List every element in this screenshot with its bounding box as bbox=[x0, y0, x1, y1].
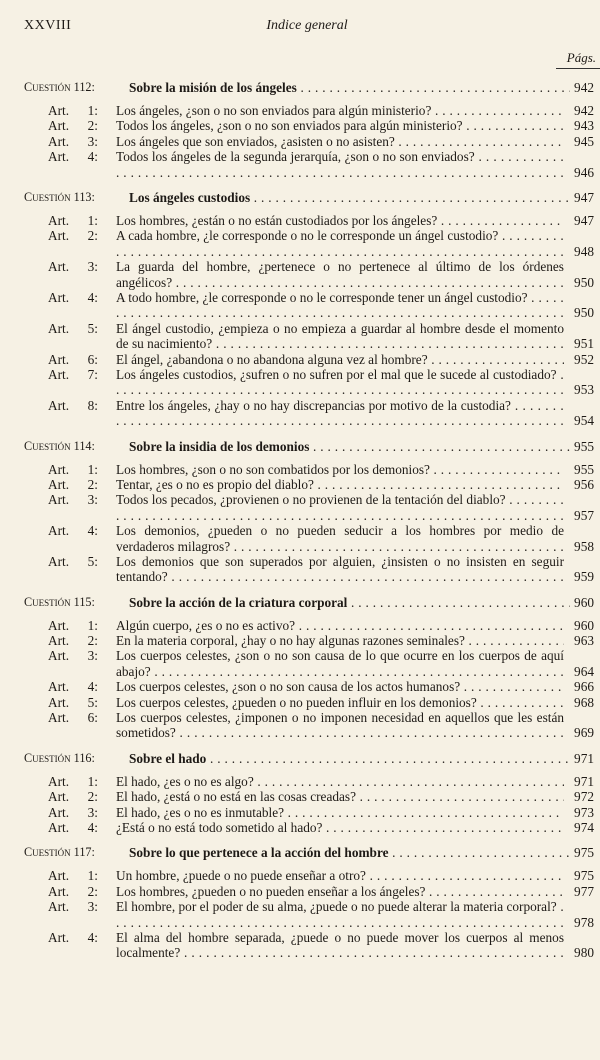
article-text bbox=[116, 477, 564, 492]
article-number: 3: bbox=[87, 492, 98, 508]
article-label: Art. bbox=[48, 289, 70, 305]
question-label: Cuestión 114: bbox=[24, 438, 95, 453]
article-entry bbox=[24, 523, 594, 554]
question-page: 947 bbox=[570, 190, 594, 205]
article-label: Art. bbox=[48, 633, 70, 649]
question-label: Cuestión 115: bbox=[24, 594, 95, 609]
article-text bbox=[116, 695, 564, 710]
article-label: Art. bbox=[48, 103, 70, 118]
article-number: 3: bbox=[87, 648, 98, 664]
article-question: Un hombre, ¿puede o no puede enseñar a otro? . . . bbox=[116, 868, 564, 883]
article-entry bbox=[24, 633, 594, 648]
article-label: Art. bbox=[48, 553, 70, 569]
article-entry bbox=[24, 259, 594, 290]
article-entry bbox=[24, 228, 594, 259]
question-label: Cuestión 117: bbox=[24, 845, 95, 860]
article-entry bbox=[24, 648, 594, 679]
page-number: XXVIII bbox=[24, 18, 72, 33]
article-number: 2: bbox=[87, 633, 98, 649]
article-label: Art. bbox=[48, 648, 70, 664]
article-question: El ángel custodio, ¿empieza o no empieza a guardar al hombre desde el momento de su nacimiento? . . . bbox=[116, 321, 564, 352]
article-text bbox=[116, 290, 564, 321]
article-text bbox=[116, 820, 564, 835]
article-text bbox=[116, 523, 564, 554]
article-label: Art. bbox=[48, 679, 70, 695]
article-page: 969 bbox=[574, 725, 594, 741]
article-question: Los hombres, ¿están o no están custodiados por los ángeles? . . . bbox=[116, 213, 564, 228]
article-question: El hado, ¿es o no es inmutable? . . . bbox=[116, 805, 564, 820]
article-entry bbox=[24, 477, 594, 492]
article-number: 2: bbox=[87, 118, 98, 134]
question-title: Sobre la acción de la criatura corporal . . . bbox=[129, 595, 594, 610]
question-heading bbox=[24, 439, 594, 455]
question-label: Cuestión 112: bbox=[24, 80, 95, 94]
article-number: 1: bbox=[87, 868, 98, 884]
article-number: 1: bbox=[87, 461, 98, 477]
article-question: Entre los ángeles, ¿hay o no hay discrepancias por motivo de la custodia? . . . bbox=[116, 398, 564, 429]
article-text bbox=[116, 679, 564, 694]
article-label: Art. bbox=[48, 883, 70, 899]
article-entry bbox=[24, 618, 594, 633]
article-label: Art. bbox=[48, 694, 70, 710]
article-page: 968 bbox=[574, 694, 594, 710]
article-label: Art. bbox=[48, 320, 70, 336]
article-text bbox=[116, 118, 564, 133]
article-text bbox=[116, 367, 564, 398]
article-page: 958 bbox=[574, 538, 594, 554]
article-label: Art. bbox=[48, 461, 70, 477]
article-number: 4: bbox=[87, 289, 98, 305]
article-page: 942 bbox=[574, 102, 594, 118]
article-entry bbox=[24, 118, 594, 133]
article-question: La guarda del hombre, ¿pertenece o no pertenece al último de los órdenes angélicos? . . . bbox=[116, 259, 564, 290]
article-label: Art. bbox=[48, 899, 70, 915]
article-number: 3: bbox=[87, 259, 98, 275]
article-label: Art. bbox=[48, 259, 70, 275]
article-label: Art. bbox=[48, 212, 70, 228]
article-entry bbox=[24, 290, 594, 321]
article-entry bbox=[24, 103, 594, 118]
article-text bbox=[116, 554, 564, 585]
article-question: Todos los pecados, ¿provienen o no provienen de la tentación del diablo? . . . bbox=[116, 492, 564, 523]
question-heading bbox=[24, 595, 594, 611]
article-label: Art. bbox=[48, 617, 70, 633]
question-heading bbox=[24, 80, 594, 96]
article-number: 4: bbox=[87, 820, 98, 836]
article-text bbox=[116, 398, 564, 429]
article-label: Art. bbox=[48, 397, 70, 413]
question-title: Sobre la misión de los ángeles . . . bbox=[129, 80, 594, 95]
article-label: Art. bbox=[48, 118, 70, 134]
article-question: Algún cuerpo, ¿es o no es activo? . . . bbox=[116, 618, 564, 633]
article-label: Art. bbox=[48, 366, 70, 382]
article-text bbox=[116, 648, 564, 679]
article-text bbox=[116, 462, 564, 477]
article-label: Art. bbox=[48, 804, 70, 820]
article-page: 948 bbox=[574, 243, 594, 259]
article-page: 975 bbox=[574, 868, 594, 884]
article-page: 960 bbox=[574, 617, 594, 633]
article-label: Art. bbox=[48, 476, 70, 492]
article-page: 972 bbox=[574, 789, 594, 805]
article-text bbox=[116, 259, 564, 290]
article-entry bbox=[24, 134, 594, 149]
article-entry bbox=[24, 774, 594, 789]
header-rule bbox=[556, 68, 600, 69]
article-label: Art. bbox=[48, 149, 70, 165]
question-page: 955 bbox=[570, 439, 594, 454]
article-number: 4: bbox=[87, 930, 98, 945]
article-question: Todos los ángeles, ¿son o no son enviados para algún ministerio? . . . bbox=[116, 118, 564, 133]
article-text bbox=[116, 352, 564, 367]
article-question: El hombre, por el poder de su alma, ¿puede o no puede alterar la materia corporal? . . . bbox=[116, 899, 564, 930]
article-question: El ángel, ¿abandona o no abandona alguna vez al hombre? . . . bbox=[116, 352, 564, 367]
article-number: 1: bbox=[87, 773, 98, 789]
article-entry bbox=[24, 462, 594, 477]
article-number: 5: bbox=[87, 320, 98, 336]
article-question: Los demonios, ¿pueden o no pueden seducir a los hombres por medio de verdaderos milagros? . . . bbox=[116, 523, 564, 554]
article-page: 950 bbox=[574, 305, 594, 321]
article-page: 954 bbox=[574, 413, 594, 429]
article-page: 952 bbox=[574, 351, 594, 367]
article-number: 2: bbox=[87, 228, 98, 244]
page-header bbox=[24, 18, 590, 38]
article-text bbox=[116, 134, 564, 149]
article-text bbox=[116, 868, 564, 883]
article-number: 6: bbox=[87, 351, 98, 367]
article-page: 945 bbox=[574, 133, 594, 149]
article-number: 5: bbox=[87, 694, 98, 710]
article-page: 959 bbox=[574, 569, 594, 585]
question-page: 975 bbox=[570, 845, 594, 860]
article-label: Art. bbox=[48, 789, 70, 805]
question-title: Sobre la insidia de los demonios . . . bbox=[129, 439, 594, 454]
article-label: Art. bbox=[48, 710, 70, 726]
article-question: ¿Está o no está todo sometido al hado? . . . bbox=[116, 820, 564, 835]
article-question: Tentar, ¿es o no es propio del diablo? . . . bbox=[116, 477, 564, 492]
article-entry bbox=[24, 149, 594, 180]
article-text bbox=[116, 805, 564, 820]
article-entry bbox=[24, 805, 594, 820]
article-page: 943 bbox=[574, 118, 594, 134]
article-number: 1: bbox=[87, 617, 98, 633]
question-heading bbox=[24, 845, 594, 861]
article-number: 4: bbox=[87, 149, 98, 165]
article-entry bbox=[24, 213, 594, 228]
article-question: Los ángeles custodios, ¿sufren o no sufren por el mal que le sucede al custodiado? . . . bbox=[116, 367, 564, 398]
article-entry bbox=[24, 367, 594, 398]
article-entry bbox=[24, 554, 594, 585]
article-text bbox=[116, 633, 564, 648]
article-question: En la materia corporal, ¿hay o no hay algunas razones seminales? . . . bbox=[116, 633, 564, 648]
article-number: 6: bbox=[87, 710, 98, 726]
article-question: A cada hombre, ¿le corresponde o no le corresponde un ángel custodio? . . . bbox=[116, 228, 564, 259]
article-text bbox=[116, 103, 564, 118]
article-page: 964 bbox=[574, 663, 594, 679]
article-entry bbox=[24, 899, 594, 930]
article-page: 963 bbox=[574, 633, 594, 649]
question-label: Cuestión 116: bbox=[24, 750, 95, 765]
article-question: El hado, ¿es o no es algo? . . . bbox=[116, 774, 564, 789]
article-label: Art. bbox=[48, 930, 70, 945]
article-text bbox=[116, 710, 564, 741]
article-label: Art. bbox=[48, 773, 70, 789]
article-text bbox=[116, 899, 564, 930]
article-page: 980 bbox=[574, 945, 594, 961]
article-label: Art. bbox=[48, 523, 70, 539]
article-label: Art. bbox=[48, 868, 70, 884]
article-question: Los cuerpos celestes, ¿imponen o no imponen necesidad en aquellos que les están sometidos? . . . bbox=[116, 710, 564, 741]
article-entry bbox=[24, 710, 594, 741]
article-page: 971 bbox=[574, 773, 594, 789]
question-page: 942 bbox=[570, 80, 594, 95]
article-label: Art. bbox=[48, 492, 70, 508]
article-entry bbox=[24, 884, 594, 899]
article-text bbox=[116, 618, 564, 633]
article-question: Los hombres, ¿pueden o no pueden enseñar a los ángeles? . . . bbox=[116, 884, 564, 899]
article-page: 946 bbox=[574, 164, 594, 180]
article-page: 977 bbox=[574, 883, 594, 899]
article-text bbox=[116, 774, 564, 789]
article-page: 973 bbox=[574, 804, 594, 820]
article-page: 951 bbox=[574, 336, 594, 352]
article-entry bbox=[24, 868, 594, 883]
question-heading bbox=[24, 190, 594, 206]
article-text bbox=[116, 930, 564, 961]
article-question: El hado, ¿está o no está en las cosas creadas? . . . bbox=[116, 789, 564, 804]
article-label: Art. bbox=[48, 228, 70, 244]
article-number: 7: bbox=[87, 366, 98, 382]
article-text bbox=[116, 321, 564, 352]
article-entry bbox=[24, 321, 594, 352]
question-title: Sobre lo que pertenece a la acción del hombre . . . bbox=[129, 845, 594, 860]
article-question: Los cuerpos celestes, ¿pueden o no pueden influir en los demonios? . . . bbox=[116, 695, 564, 710]
article-page: 974 bbox=[574, 820, 594, 836]
article-label: Art. bbox=[48, 351, 70, 367]
question-title: Los ángeles custodios . . . bbox=[129, 190, 594, 205]
article-question: Los demonios que son superados por alguien, ¿insisten o no insisten en seguir tentando? . . . bbox=[116, 554, 564, 585]
article-label: Art. bbox=[48, 133, 70, 149]
article-question: Los hombres, ¿son o no son combatidos por los demonios? . . . bbox=[116, 462, 564, 477]
article-number: 3: bbox=[87, 899, 98, 915]
article-page: 950 bbox=[574, 274, 594, 290]
article-number: 4: bbox=[87, 679, 98, 695]
article-entry bbox=[24, 820, 594, 835]
table-of-contents bbox=[24, 80, 594, 961]
article-question: El alma del hombre separada, ¿puede o no puede mover los cuerpos al menos localmente? . . . bbox=[116, 930, 564, 961]
article-number: 2: bbox=[87, 789, 98, 805]
article-number: 2: bbox=[87, 883, 98, 899]
article-page: 956 bbox=[574, 476, 594, 492]
article-page: 957 bbox=[574, 507, 594, 523]
article-number: 1: bbox=[87, 103, 98, 118]
article-number: 1: bbox=[87, 212, 98, 228]
article-text bbox=[116, 789, 564, 804]
article-question: Los ángeles, ¿son o no son enviados para algún ministerio? . . . bbox=[116, 103, 564, 118]
article-question: Los ángeles que son enviados, ¿asisten o no asisten? . . . bbox=[116, 134, 564, 149]
question-page: 960 bbox=[570, 595, 594, 610]
article-text bbox=[116, 492, 564, 523]
article-text bbox=[116, 149, 564, 180]
pages-column-label: Págs. bbox=[566, 50, 596, 65]
article-page: 955 bbox=[574, 461, 594, 477]
article-question: A todo hombre, ¿le corresponde o no le corresponde tener un ángel custodio? . . . bbox=[116, 290, 564, 321]
article-label: Art. bbox=[48, 820, 70, 836]
article-question: Los cuerpos celestes, ¿son o no son causa de lo que ocurre en los cuerpos de aquí abajo? . . . bbox=[116, 648, 564, 679]
article-page: 966 bbox=[574, 679, 594, 695]
running-title: Indice general bbox=[266, 18, 348, 33]
article-number: 2: bbox=[87, 476, 98, 492]
question-title: Sobre el hado . . . bbox=[129, 751, 594, 766]
article-number: 4: bbox=[87, 523, 98, 539]
article-text bbox=[116, 884, 564, 899]
article-page: 978 bbox=[574, 914, 594, 930]
article-entry bbox=[24, 352, 594, 367]
article-question: Los cuerpos celestes, ¿son o no son causa de los actos humanos? . . . bbox=[116, 679, 564, 694]
article-number: 8: bbox=[87, 397, 98, 413]
article-text bbox=[116, 228, 564, 259]
article-entry bbox=[24, 492, 594, 523]
article-question: Todos los ángeles de la segunda jerarquía, ¿son o no son enviados? . . . bbox=[116, 149, 564, 180]
question-heading bbox=[24, 751, 594, 767]
article-number: 5: bbox=[87, 553, 98, 569]
article-text bbox=[116, 213, 564, 228]
question-page: 971 bbox=[570, 751, 594, 766]
article-page: 953 bbox=[574, 382, 594, 398]
article-entry bbox=[24, 398, 594, 429]
article-number: 3: bbox=[87, 804, 98, 820]
article-entry bbox=[24, 695, 594, 710]
article-number: 3: bbox=[87, 133, 98, 149]
article-entry bbox=[24, 789, 594, 804]
question-label: Cuestión 113: bbox=[24, 189, 95, 204]
article-entry bbox=[24, 679, 594, 694]
article-page: 947 bbox=[574, 212, 594, 228]
article-entry bbox=[24, 930, 594, 961]
